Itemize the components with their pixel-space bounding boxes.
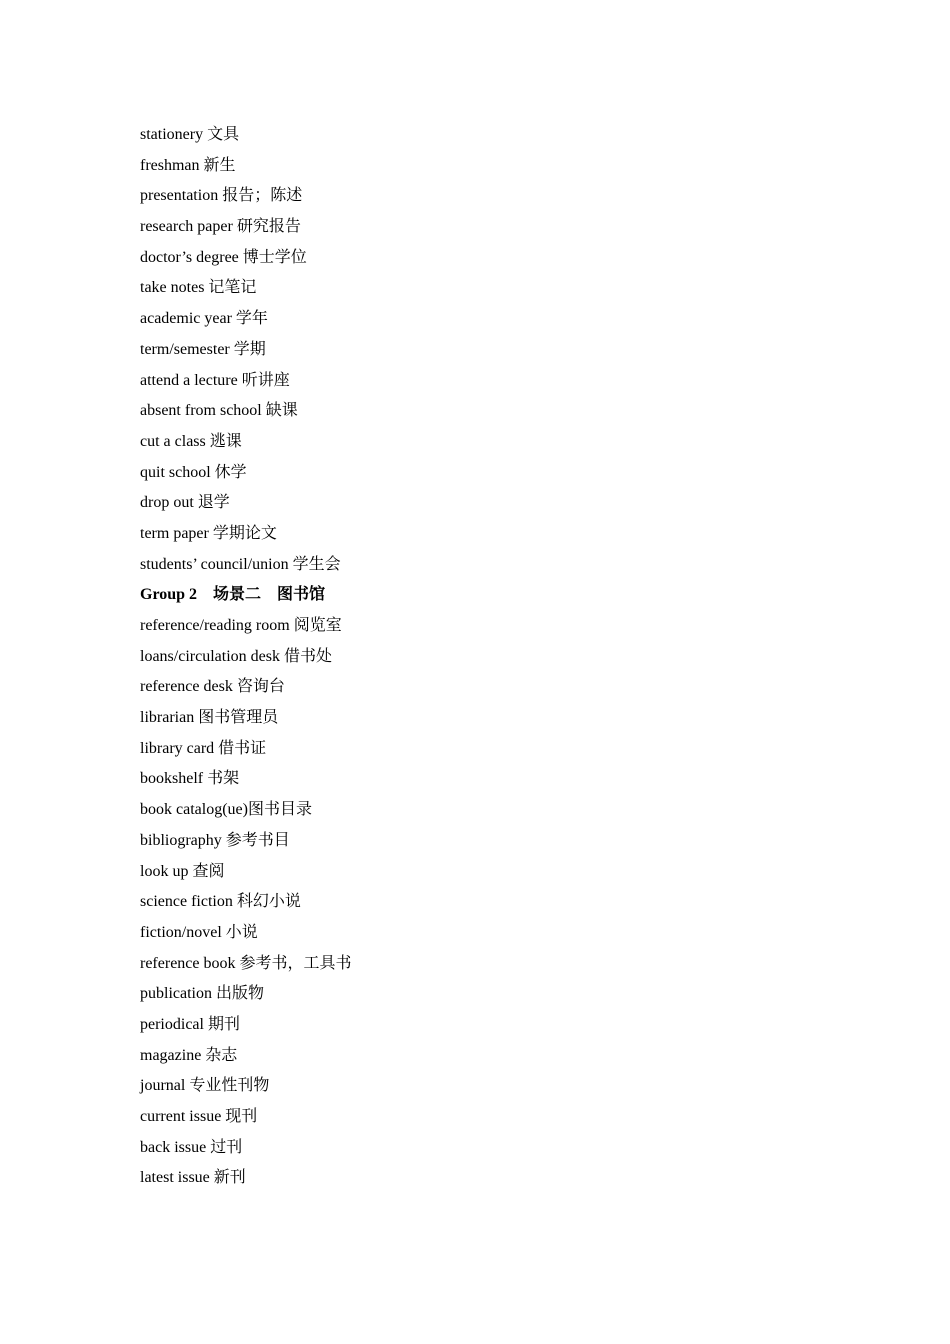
vocab-entry: bookshelf 书架 [140,770,240,788]
vocab-entry: publication 出版物 [140,985,264,1003]
vocab-entry: academic year 学年 [140,310,268,328]
vocab-entry: take notes 记笔记 [140,279,257,297]
vocab-entry: doctor’s degree 博士学位 [140,248,307,266]
vocab-entry: quit school 休学 [140,463,247,481]
vocabulary-list [140,120,352,1194]
vocab-entry: reference/reading room 阅览室 [140,617,342,634]
vocab-entry: attend a lecture 听讲座 [140,371,290,389]
vocab-entry: absent from school 缺课 [140,402,298,420]
vocab-entry: drop out 退学 [140,494,230,512]
vocab-entry: current issue 现刊 [140,1108,258,1125]
vocab-entry: look up 查阅 [140,862,225,880]
section-heading: Group 2 场景二 图书馆 [140,586,326,604]
vocab-entry: latest issue 新刊 [140,1169,246,1187]
vocab-entry: research paper 研究报告 [140,218,301,236]
vocab-entry: librarian 图书管理员 [140,709,279,727]
vocab-entry: book catalog(ue)图书目录 [140,801,312,819]
vocab-entry: students’ council/union 学生会 [140,555,341,573]
vocab-entry: periodical 期刊 [140,1015,240,1033]
vocab-entry: back issue 过刊 [140,1138,243,1156]
vocab-entry: science fiction 科幻小说 [140,893,301,911]
vocab-entry: reference desk 咨询台 [140,678,285,696]
vocab-entry: freshman 新生 [140,156,236,174]
vocab-entry: loans/circulation desk 借书处 [140,647,332,665]
vocab-entry: library card 借书证 [140,739,267,757]
vocab-entry: term/semester 学期 [140,340,266,358]
vocab-entry: magazine 杂志 [140,1046,238,1064]
vocab-entry: bibliography 参考书目 [140,831,290,849]
vocab-entry: journal 专业性刊物 [140,1077,270,1095]
vocab-entry: presentation 报告；陈述 [140,187,303,205]
vocab-entry: term paper 学期论文 [140,524,277,542]
vocab-entry: cut a class 逃课 [140,432,242,450]
vocab-entry: fiction/novel 小说 [140,923,258,941]
vocab-entry: stationery 文具 [140,126,240,143]
vocab-entry: reference book 参考书，工具书 [140,954,352,972]
